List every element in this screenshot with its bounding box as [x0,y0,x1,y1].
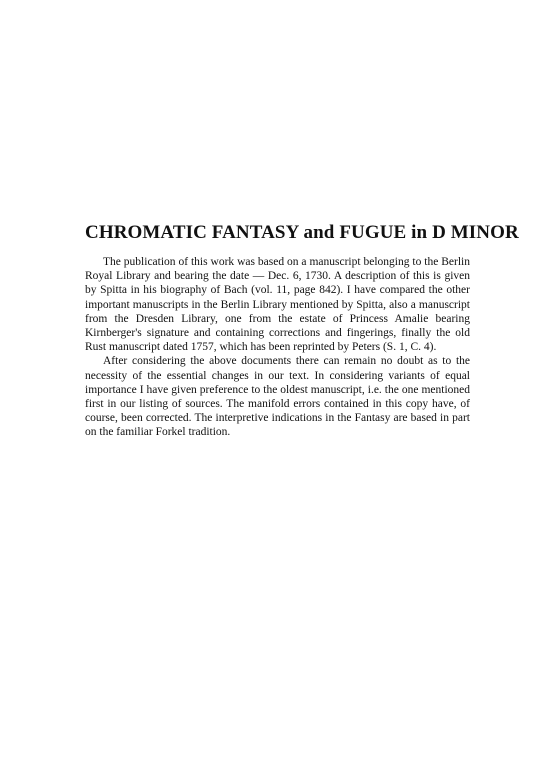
page-title: CHROMATIC FANTASY and FUGUE in D MINOR [85,222,519,243]
paragraph-2: After considering the above documents there can remain no doubt as to the necessity of the essential changes in our text. In considering variants of equal importance I have given preference to the oldest manuscript, i.e. the one mentioned first in our listing of sources. The manifold errors contained in this copy have, of course, been corrected. The interpretive indications in the Fantasy are based in part on the familiar Forkel tradition. [85,355,470,439]
body-text [85,255,470,440]
paragraph-1: The publication of this work was based on a manuscript belonging to the Berlin Royal Library and bearing the date — Dec. 6, 1730. A description of this is given by Spitta in his biography of Bach (vol. 11, page 842). I have compared the other important manuscripts in the Berlin Library mentioned by Spitta, also a manuscript from the Dresden Library, one from the estate of Princess Amalie bearing Kirnberger's signature and containing corrections and fingerings, finally the old Rust manuscript dated 1757, which has been reprinted by Peters (S. 1, C. 4). [85,256,470,354]
